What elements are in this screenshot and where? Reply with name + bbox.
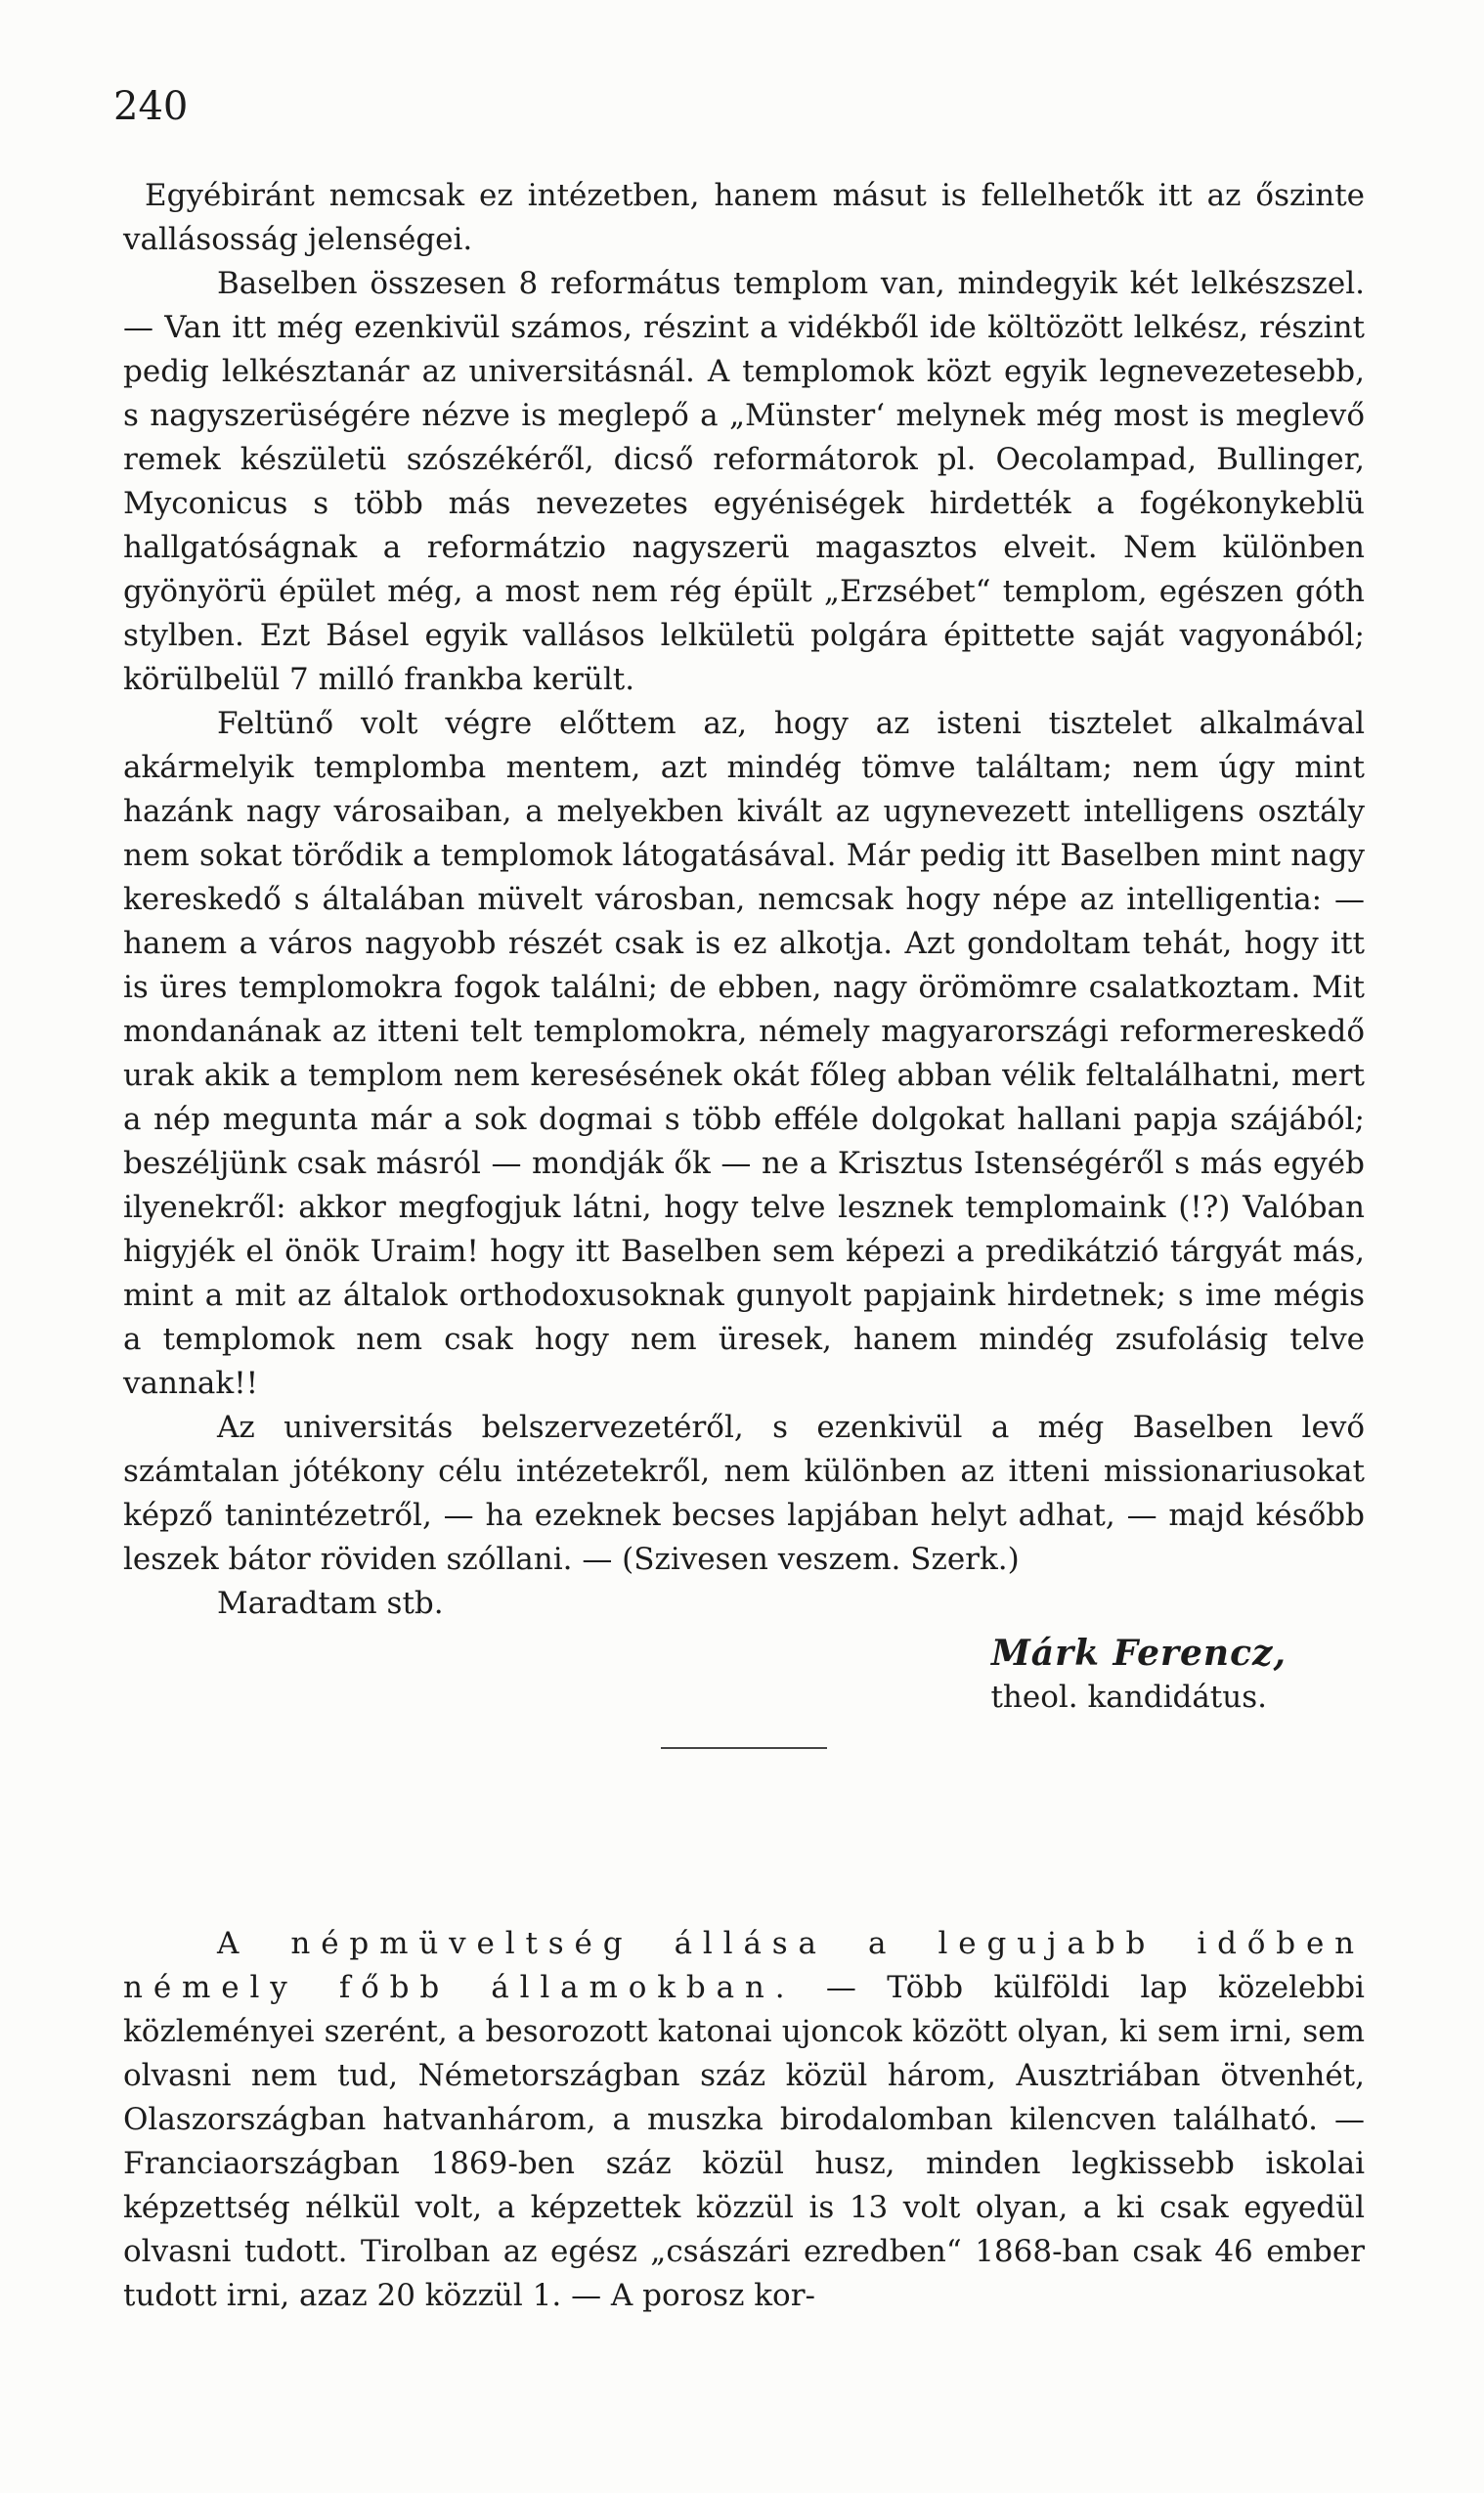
news-paragraph [123,1922,1365,2318]
closing-line: Maradtam stb. [217,1586,444,1621]
news-text: — Több külföldi lap közelebbi közleményei szerént, a besorozott katonai ujoncok között olyan, ki sem irni, sem olvasni nem tud, Németországban száz közül három, Ausztriában ötvenhét, Olaszországban hatvanhárom, a muszka birodalomban kilencven található. — Franciaországban 1869-ben száz közül husz, minden legkissebb iskolai képzettség nélkül volt, a képzettek közzül is 13 volt olyan, a ki csak egyedül olvasni tudott. Tirolban az egész „császári ezredben“ 1868-ban csak 46 ember tudott irni, azaz 20 közzül 1. — A porosz kor- [123,1970,1365,2313]
signature-title: theol. kandidátus. [990,1680,1267,1715]
news-heading: A népmüveltség állása a legujabb időben némely főbb államokban. [123,1926,1365,2005]
article-body [123,174,1365,1749]
article-paragraph-4: Az universitás belszervezetéről, s ezenkivül a még Baselben levő számtalan jótékony célu intézetekről, nem különben az itteni missionariusokat képző tanintézetről, — ha ezeknek becses lapjában helyt adhat, — majd később leszek bátor röviden szóllani. — (Szivesen veszem. Szerk.) [123,1410,1365,1577]
section-divider [661,1747,827,1749]
article-paragraph-2: Baselben összesen 8 református templom van, mindegyik két lelkészszel. — Van itt még ezenkivül számos, részint a vidékből ide költözött lelkész, részint pedig lelkésztanár az universitásnál. A templomok közt egyik legnevezetesebb, s nagyszerüségére nézve is meglepő a „Münster‘ melynek még most is meglevő remek készületü szószékéről, dicső reformátorok pl. Oecolampad, Bullinger, Myconicus s több más nevezetes egyéniségek hirdették a fogékonykeblü hallgatóságnak a reformátzio nagyszerü magasztos elveit. Nem különben gyönyörü épület még, a most nem rég épült „Erzsébet“ templom, egészen góth stylben. Ezt Básel egyik vallásos lelkületü polgára épittette saját vagyonából; körülbelül 7 milló frankba került. [123,266,1365,697]
page-number: 240 [113,84,189,129]
signature-block [123,1632,1365,1720]
article-paragraph-3: Feltünő volt végre előttem az, hogy az isteni tisztelet alkalmával akármelyik templomba mentem, azt mindég tömve találtam; nem úgy mint hazánk nagy városaiban, a melyekben kivált az ugynevezett intelligens osztály nem sokat törődik a templomok látogatásával. Már pedig itt Baselben mint nagy kereskedő s általában müvelt városban, nemcsak hogy népe az intelligentia: — hanem a város nagyobb részét csak is ez alkotja. Azt gondoltam tehát, hogy itt is üres templomokra fogok találni; de ebben, nagy örömömre csalatkoztam. Mit mondanának az itteni telt templomokra, némely magyarországi reformereskedő urak akik a templom nem keresésének okát főleg abban vélik feltalálhatni, mert a nép megunta már a sok dogmai s több efféle dolgokat hallani papja szájából; beszéljünk csak másról — mondják ők — ne a Krisztus Istenségéről s más egyéb ilyenekről: akkor megfogjuk látni, hogy telve lesznek templomaink (!?) Valóban higyjék el önök Uraim! hogy itt Baselben sem képezi a predikátzió tárgyát más, mint a mit az általok orthodoxusoknak gunyolt papjaink hirdetnek; s ime mégis a templomok nem csak hogy nem üresek, hanem mindég zsufolásig telve vannak!! [123,706,1365,1401]
article-paragraph-1: Egyébiránt nemcsak ez intézetben, hanem másut is fellelhetők itt az őszinte vallásosság jelenségei. [123,178,1365,257]
news-section [123,1922,1365,2318]
signature-name: Márk Ferencz, [990,1633,1287,1674]
